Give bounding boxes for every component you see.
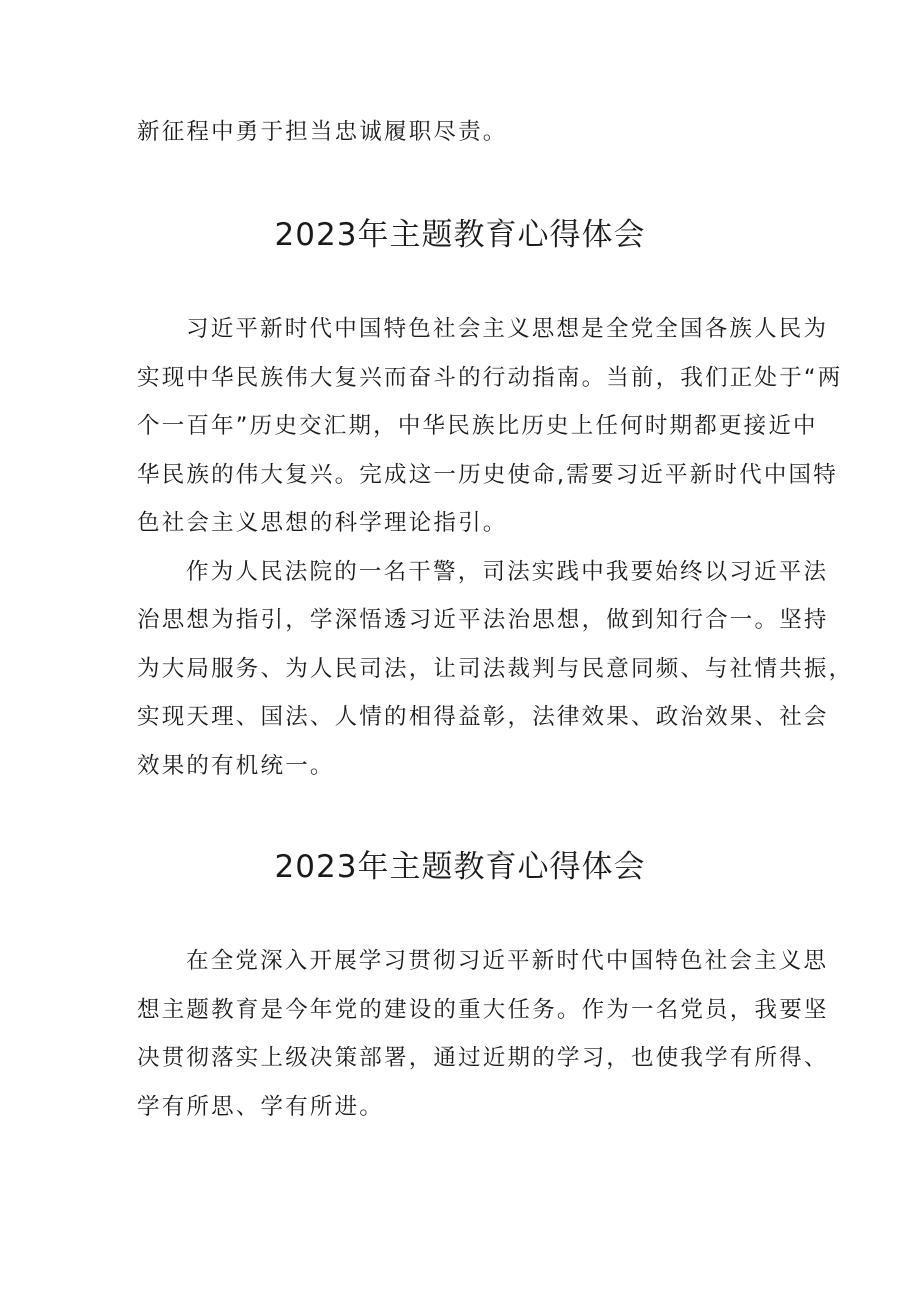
- paragraph-line: 华民族的伟大复兴。完成这一历史使命,需要习近平新时代中国特: [137, 462, 838, 488]
- paragraph-line: 个一百年”历史交汇期，中华民族比历史上任何时期都更接近中: [137, 413, 818, 439]
- paragraph-line: 习近平新时代中国特色社会主义思想是全党全国各族人民为: [186, 316, 829, 342]
- section-2-title: 2023年主题教育心得体会: [274, 849, 646, 885]
- paragraph-line: 决贯彻落实上级决策部署，通过近期的学习，也使我学有所得、: [137, 1045, 829, 1071]
- intro-tail-line: 新征程中勇于担当忠诚履职尽责。: [137, 119, 508, 145]
- paragraph-line: 在全党深入开展学习贯彻习近平新时代中国特色社会主义思: [186, 948, 829, 974]
- paragraph-line: 治思想为指引，学深悟透习近平法治思想，做到知行合一。坚持: [137, 607, 829, 633]
- paragraph-line: 实现天理、国法、人情的相得益彰，法律效果、政治效果、社会: [137, 704, 829, 730]
- paragraph-line: 想主题教育是今年党的建设的重大任务。作为一名党员，我要坚: [137, 997, 829, 1023]
- paragraph-line: 作为人民法院的一名干警，司法实践中我要始终以习近平法: [186, 559, 829, 585]
- paragraph-line: 为大局服务、为人民司法，让司法裁判与民意同频、与社情共振，: [137, 656, 854, 682]
- section-1-title: 2023年主题教育心得体会: [274, 217, 646, 253]
- paragraph-line: 色社会主义思想的科学理论指引。: [137, 510, 508, 536]
- paragraph-line: 效果的有机统一。: [137, 753, 335, 779]
- paragraph-line: 实现中华民族伟大复兴而奋斗的行动指南。当前，我们正处于“两: [137, 365, 843, 391]
- paragraph-line: 学有所思、学有所进。: [137, 1094, 385, 1120]
